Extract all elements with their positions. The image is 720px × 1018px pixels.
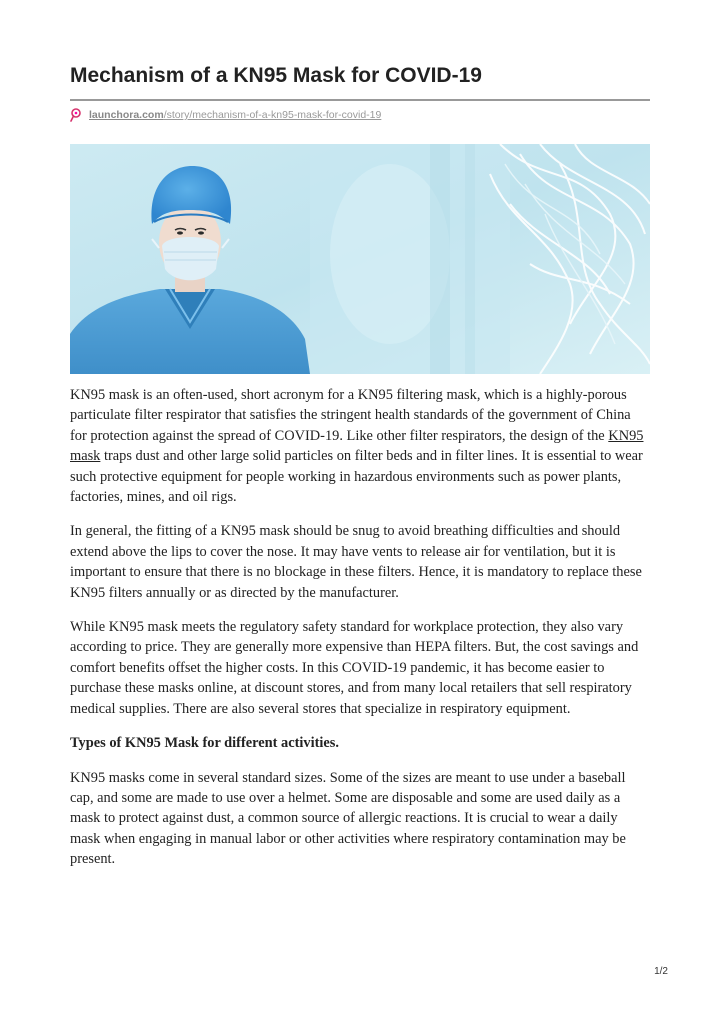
paragraph-1-text-end: traps dust and other large solid particles on filter beds and in filter lines. It is essential to wear such protective equipment for people working in hazardous environments such as power plants, factories, mines, and oil rigs. — [70, 448, 643, 506]
kn95-mask-link[interactable]: KN95 mask — [70, 427, 644, 465]
paragraph-2: In general, the fitting of a KN95 mask should be snug to avoid breathing difficulties and should extend above the lips to cover the nose. It may have vents to release air for ventilation, but it is important to ensure that there is no blockage in these filters. Hence, it is mandatory to replace these KN95 filters annually or as directed by the manufacturer. — [70, 523, 642, 601]
paragraph-3: While KN95 mask meets the regulatory safety standard for workplace protection, they also vary according to price. They are generally more expensive than HEPA filters. But, the cost savings and comfort benefits offset the higher costs. In this COVID-19 pandemic, it has become easier to purchase these masks online, at discount stores, and from many local retailers that sell respiratory medical supplies. There are also several stores that specialize in respiratory equipment. — [70, 619, 639, 717]
source-path[interactable]: /story/mechanism-of-a-kn95-mask-for-covid-19 — [163, 109, 382, 121]
paragraph-1-text-start: KN95 mask is an often-used, short acronym for a KN95 filtering mask, which is a highly-porous particulate filter respirator that satisfies the stringent health standards of the government of China for protection against the spread of COVID-19. Like other filter respirators, the design of the — [70, 387, 631, 444]
location-pin-icon — [70, 108, 84, 122]
paragraph-1 — [70, 385, 650, 507]
page-title: Mechanism of a KN95 Mask for COVID-19 — [70, 64, 482, 87]
page-number: 1/2 — [654, 966, 668, 977]
paragraph-4: KN95 masks come in several standard sizes. Some of the sizes are meant to use under a baseball cap, and some are made to use over a helmet. Some are disposable and some are used daily as a mask to protect against dust, a common source of allergic reactions. It is crucial to wear a daily mask when engaging in manual labor or other activities where respiratory contamination may be present. — [70, 769, 626, 868]
doctor-in-mask-photo-icon — [70, 144, 650, 374]
source-link[interactable] — [70, 108, 381, 122]
source-domain[interactable]: launchora.com — [89, 109, 164, 121]
section-heading: Types of KN95 Mask for different activities. — [70, 735, 339, 752]
title-divider — [70, 99, 650, 101]
hero-image — [70, 144, 650, 374]
article-body — [70, 385, 650, 884]
